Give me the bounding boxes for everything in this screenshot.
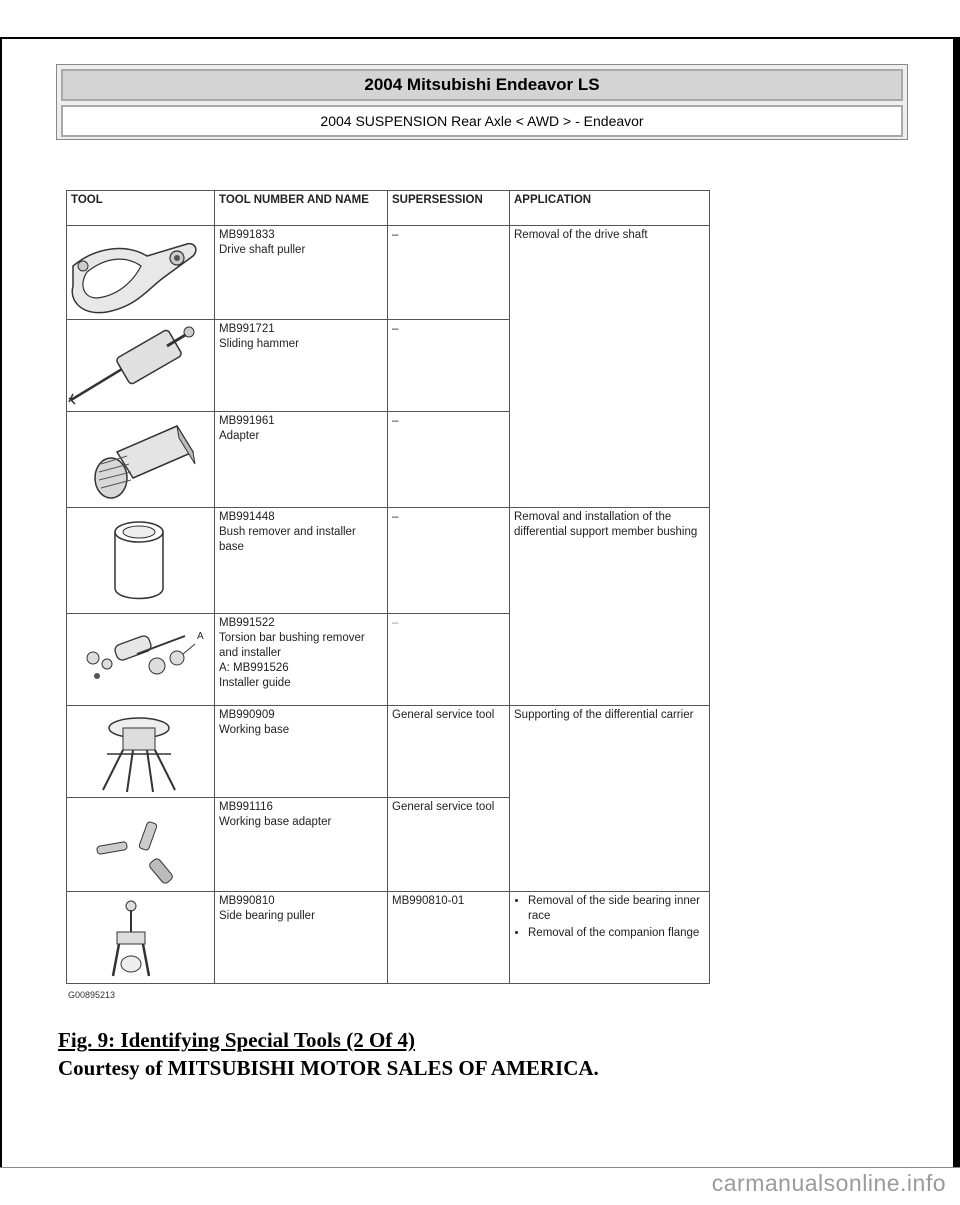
application-list [514,894,705,941]
tool-number-cell [215,892,388,984]
tool-name: Sliding hammer [219,337,299,350]
figure-code: G00895213 [68,990,116,1000]
figure-caption: Fig. 9: Identifying Special Tools (2 Of 4) [58,1028,416,1052]
column-header-supersession: SUPERSESSION [388,191,510,226]
supersession-cell: – [388,320,510,412]
tool-number-cell [215,320,388,412]
supersession-cell: MB990810-01 [388,892,510,984]
application-cell: Supporting of the differential carrier [510,706,710,892]
supersession-cell: – [388,412,510,508]
bush-remover-icon [67,508,213,612]
tool-image-cell [67,508,215,614]
tool-number: MB991116 [219,801,273,813]
supersession-cell: – [388,226,510,320]
courtesy-line: Courtesy of MITSUBISHI MOTOR SALES OF AMERICA. [58,1056,599,1080]
top-border [0,37,960,39]
working-base-icon [67,706,213,796]
tool-number: MB991448 [219,511,275,523]
tool-image-cell [67,892,215,984]
tool-name: Drive shaft puller [219,243,306,256]
tool-name: Working base adapter [219,815,332,828]
footer-divider [0,1167,960,1168]
table-row [67,508,710,614]
tool-image-cell [67,320,215,412]
sliding-hammer-icon [67,320,213,410]
tool-name: Side bearing puller [219,909,315,922]
tool-number-cell [215,798,388,892]
table-header-row [67,191,710,226]
tool-image-cell [67,412,215,508]
table-row [67,706,710,798]
tool-name: Working base [219,723,290,736]
column-header-application: APPLICATION [510,191,710,226]
torsion-bar-bushing-tool-icon [67,614,213,704]
header-subtitle: 2004 SUSPENSION Rear Axle < AWD > - Endeavor [61,105,903,137]
tool-number: MB990909 [219,709,275,721]
supersession-cell: General service tool [388,798,510,892]
header-title: 2004 Mitsubishi Endeavor LS [61,69,903,101]
adapter-icon [67,412,213,506]
tool-number-cell [215,706,388,798]
tool-name: Bush remover and installer base [219,525,356,553]
tool-number-cell [215,226,388,320]
application-cell [510,892,710,984]
working-base-adapter-icon [67,798,213,890]
tool-image-cell [67,226,215,320]
tool-image-cell [67,706,215,798]
tool-number: MB991961 [219,415,275,427]
tool-subpart-number: A: MB991526 [219,661,289,674]
tool-image-cell [67,798,215,892]
special-tools-table [66,190,710,984]
left-border [0,37,2,1167]
list-item: • Removal of the side bearing inner race [528,894,705,924]
special-tools-figure [66,190,712,990]
tool-subpart-name: Installer guide [219,676,291,689]
list-item: • Removal of the companion flange [528,926,705,941]
tool-number-cell [215,412,388,508]
supersession-cell: General service tool [388,706,510,798]
column-header-tool-number: TOOL NUMBER AND NAME [215,191,388,226]
tool-name: Torsion bar bushing remover and installer [219,631,365,659]
tool-number: MB990810 [219,895,275,907]
tool-number: MB991522 [219,617,275,629]
tool-number-cell [215,508,388,614]
tool-number: MB991721 [219,323,275,335]
document-header [56,64,908,140]
supersession-cell: – [388,614,510,706]
column-header-tool: TOOL [67,191,215,226]
part-label-a: A [197,631,204,642]
table-row [67,892,710,984]
application-cell: Removal of the drive shaft [510,226,710,508]
table-row [67,226,710,320]
supersession-cell: – [388,508,510,614]
tool-number: MB991833 [219,229,275,241]
tool-number-cell [215,614,388,706]
application-cell: Removal and installation of the differential support member bushing [510,508,710,706]
tool-name: Adapter [219,429,260,442]
right-border [953,37,960,1167]
side-bearing-puller-icon [67,892,213,982]
tool-image-cell [67,614,215,706]
drive-shaft-puller-icon [67,226,213,318]
watermark: carmanualsonline.info [711,1170,946,1196]
